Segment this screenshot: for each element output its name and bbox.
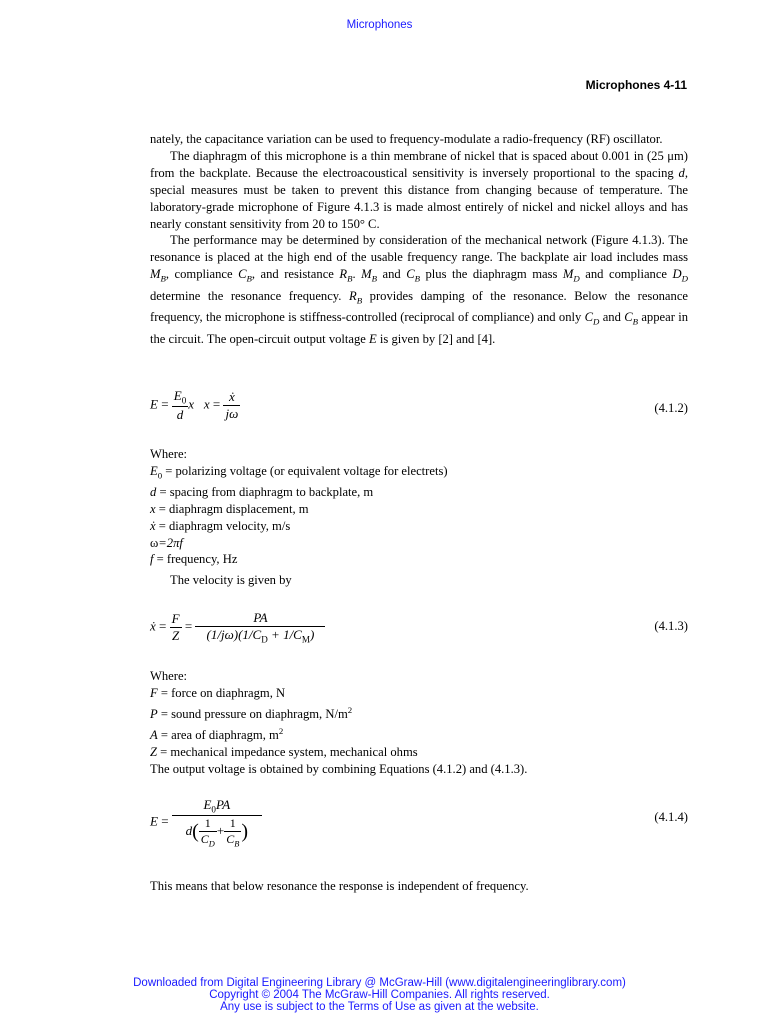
equation-4-1-2: E = $\frac{E_0}{d}$ x x = $\frac{\text{ẋ}}{j\omega}$ — [150, 388, 239, 422]
where-list-2 — [150, 668, 418, 760]
def-omega: ω=2πf — [150, 535, 183, 550]
equation-4-1-4: E = $E_0PA$ d( $\frac{1}{C_D}$ + $\frac{1}{C_B}$ ) — [150, 797, 262, 848]
where-list-1 — [150, 446, 448, 568]
velocity-intro: The velocity is given by — [170, 573, 292, 587]
output-intro: The output voltage is obtained by combining Equations (4.1.2) and (4.1.3). — [150, 762, 528, 776]
where-heading: Where: — [150, 447, 188, 461]
def-d: d = spacing from diaphragm to backplate, m — [150, 485, 374, 500]
def-x: x = diaphragm displacement, m — [150, 501, 309, 516]
equation-number-4-1-2: (4.1.2) — [654, 401, 688, 415]
equation-number-4-1-3: (4.1.3) — [654, 619, 688, 633]
def-f: f = frequency, Hz — [150, 552, 238, 567]
paragraph-1: nately, the capacitance variation can be used to frequency-modulate a radio-frequency (RF) oscillator. — [150, 132, 663, 146]
running-head: Microphones 4-11 — [585, 78, 687, 92]
where-heading-2: Where: — [150, 669, 188, 683]
body-text — [150, 131, 688, 347]
def-pressure: P = sound pressure on diaphragm, $N/m^2$ — [150, 704, 353, 721]
equation-number-4-1-4: (4.1.4) — [654, 810, 688, 824]
paragraph-3: The performance may be determined by consideration of the mechanical network (Figure 4.1.3). The resonance is placed at the high end of the usable frequency range. The backplate air load includes mass $M_B$, compliance $C_B$, and resistance $R_B$. $M_B$ and $C_B$ plus the diaphragm mass $M_D$ and compliance $D_D$ determine the resonance frequency. $R_B$ provides damping of the resonance. Below the resonance frequency, the microphone is stiffness-controlled (reciprocal of compliance) and only $C_D$ and $C_B$ appear in the circuit. The open-circuit output voltage E is given by [2] and [4]. — [150, 233, 689, 346]
top-link-microphones[interactable]: Microphones — [346, 19, 413, 31]
paragraph-2: The diaphragm of this microphone is a thin membrane of nickel that is spaced about 0.001 in (25 μm) from the backplate. Because the electroacoustical sensitivity is inversely proportional to the spacing d, special measures must be taken to prevent this distance from changing because of temperature. The laboratory-grade microphone of Figure 4.1.3 is made almost entirely of nickel and nickel alloys and has nearly constant sensitivity from 20 to 150° C. — [150, 148, 688, 231]
def-e0: $E_0$ = polarizing voltage (or equivalent voltage for electrets) — [150, 463, 448, 481]
closing-text: This means that below resonance the response is independent of frequency. — [150, 879, 529, 893]
footer-copyright: Copyright © 2004 The McGraw-Hill Companies. All rights reserved. — [209, 989, 550, 1001]
def-area: A = area of diaphragm, $m^2$ — [150, 725, 284, 742]
footer — [0, 977, 759, 1013]
def-impedance: Z = mechanical impedance system, mechanical ohms — [150, 744, 418, 759]
footer-terms-link[interactable]: Any use is subject to the Terms of Use as given at the website. — [220, 1001, 539, 1013]
footer-download-link[interactable]: Downloaded from Digital Engineering Library @ McGraw-Hill (www.digitalengineeringlibrary.com) — [133, 977, 626, 989]
def-force: F = force on diaphragm, N — [150, 685, 286, 700]
equation-4-1-3: ẋ = $\frac{F}{Z}$ = $\frac{PA}{(1/j\omega)(1/C_D + 1/C_M)}$ — [150, 610, 325, 645]
def-xdot: ẋ = diaphragm velocity, m/s — [150, 518, 291, 533]
